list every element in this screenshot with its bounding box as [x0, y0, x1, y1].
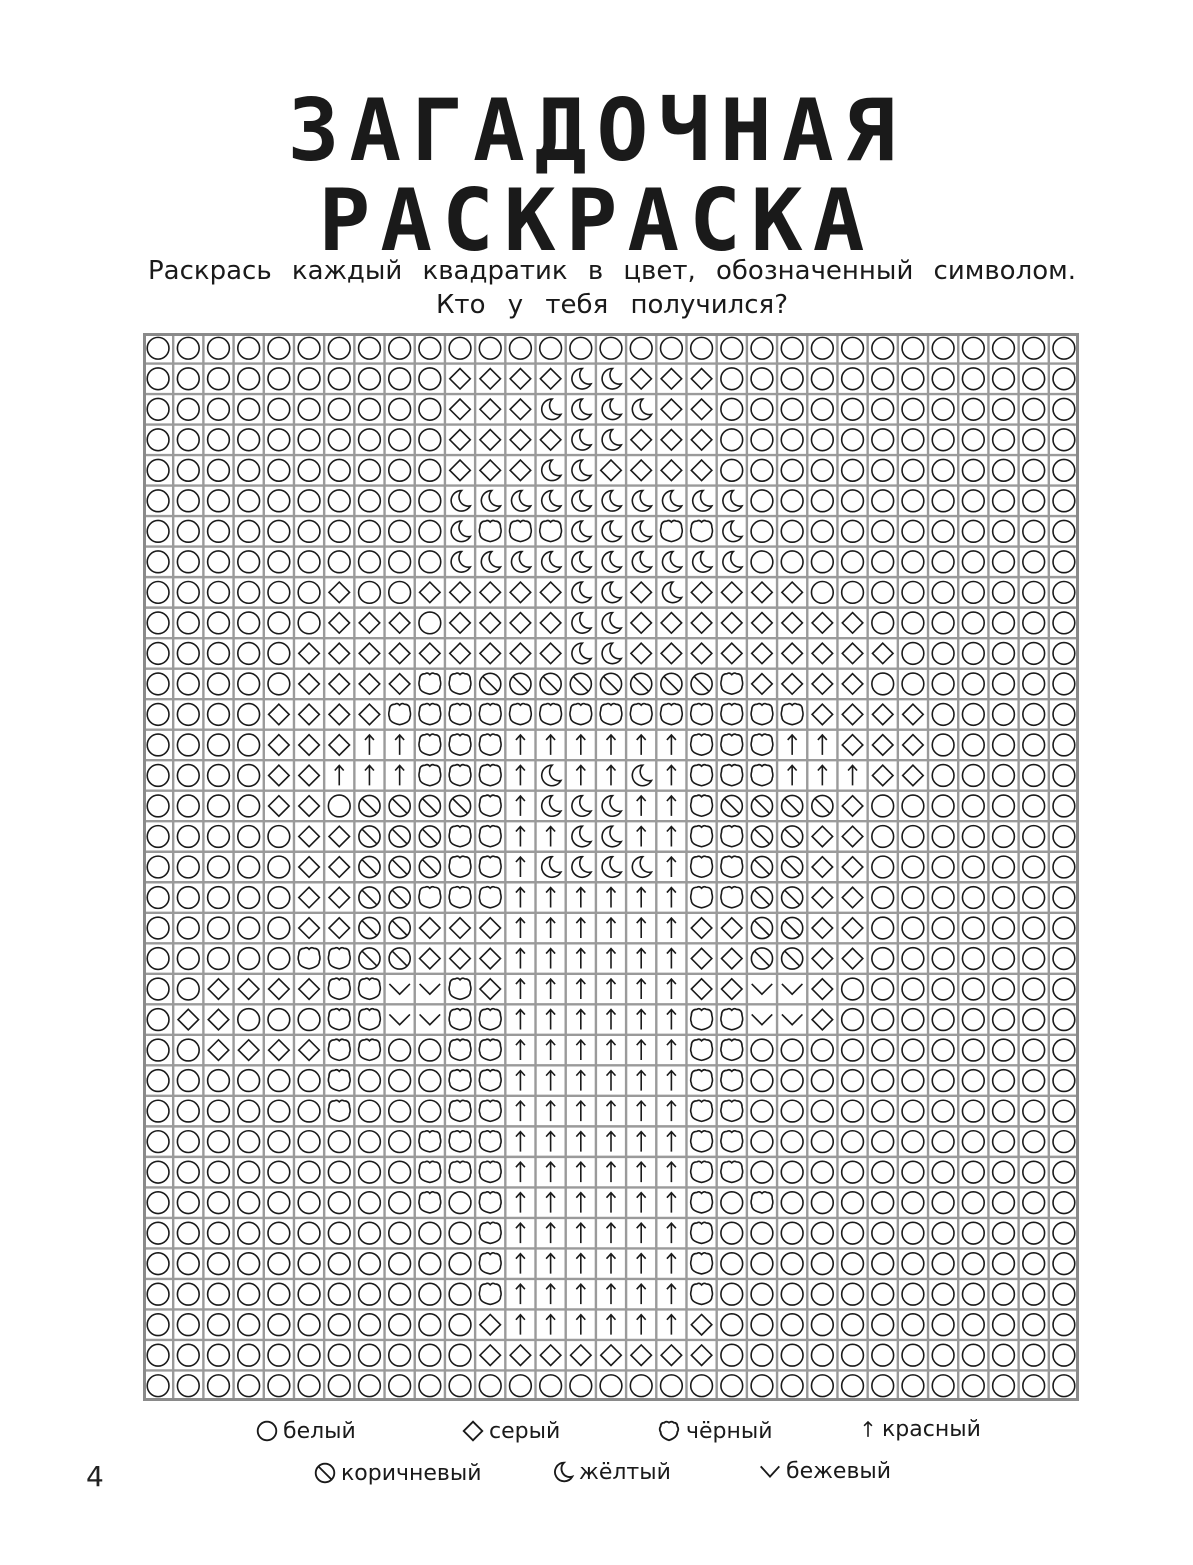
- coloring-grid: [143, 333, 1079, 1405]
- circle-icon: [254, 1418, 280, 1444]
- legend-item-black: [655, 1418, 773, 1444]
- no-sign-icon: [312, 1460, 338, 1486]
- title-line-2: РАСКРАСКА: [318, 171, 875, 271]
- legend-item-brown: [312, 1460, 482, 1486]
- legend-label: чёрный: [686, 1418, 773, 1444]
- diamond-icon: [460, 1418, 486, 1444]
- check-v-icon: [757, 1458, 783, 1484]
- legend-item-red: [857, 1416, 981, 1442]
- legend-item-white: [254, 1418, 356, 1444]
- legend-label: красный: [882, 1416, 981, 1442]
- legend-label: серый: [489, 1418, 561, 1444]
- instruction-line-1: Раскрась каждый квадратик в цвет, обозначенный символом.: [148, 256, 1076, 286]
- title-line-1: ЗАГАДОЧНАЯ: [287, 81, 906, 181]
- legend-label: белый: [283, 1418, 356, 1444]
- arrow-up-icon: [857, 1416, 879, 1442]
- legend-item-beige: [757, 1458, 891, 1484]
- legend-label: жёлтый: [579, 1459, 671, 1485]
- legend-label: бежевый: [786, 1458, 892, 1484]
- legend-label: коричневый: [341, 1460, 482, 1486]
- legend-item-yellow: [550, 1459, 671, 1485]
- badge-icon: [655, 1418, 683, 1444]
- legend-item-gray: [460, 1418, 560, 1444]
- page-number: 4: [86, 1460, 104, 1493]
- moon-icon: [550, 1459, 576, 1485]
- instruction-line-2: Кто у тебя получился?: [435, 290, 789, 320]
